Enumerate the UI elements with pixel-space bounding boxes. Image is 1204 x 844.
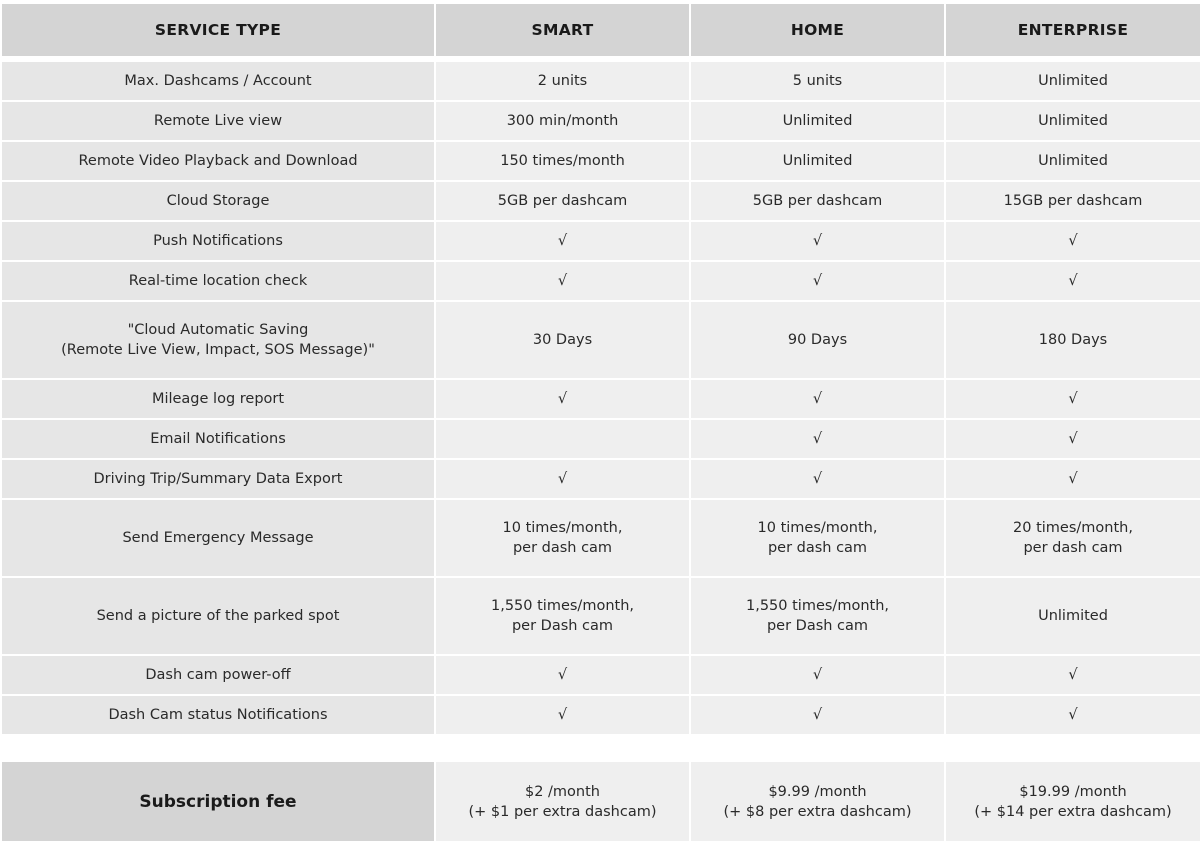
enterprise-cell — [946, 578, 1200, 654]
home-cell-text: 90 Days — [787, 332, 848, 348]
home-cell-text: Unlimited — [782, 153, 853, 169]
feature-cell — [2, 62, 434, 100]
enterprise-cell — [946, 222, 1200, 260]
home-cell-text: √ — [812, 273, 823, 289]
table-row — [2, 460, 1200, 498]
feature-cell — [2, 262, 434, 300]
smart-cell-text: 300 min/month — [506, 113, 619, 129]
smart-cell-text: √ — [557, 471, 568, 487]
smart-cell — [436, 460, 689, 498]
fee-smart-extra: (+ $1 per extra dashcam) — [468, 803, 657, 820]
smart-cell-text: 2 units — [537, 73, 588, 89]
smart-cell — [436, 262, 689, 300]
subscription-fee-table — [0, 760, 1202, 843]
home-cell — [691, 380, 944, 418]
feature-cell — [2, 102, 434, 140]
enterprise-cell-text: √ — [1068, 273, 1078, 289]
home-cell-text: √ — [812, 707, 823, 723]
fee-enterprise — [946, 762, 1200, 841]
enterprise-cell — [946, 102, 1200, 140]
enterprise-cell — [946, 182, 1200, 220]
smart-cell-text: 10 times/month, — [502, 520, 623, 536]
feature-cell-text: Push Notifications — [153, 233, 283, 249]
table-row — [2, 302, 1200, 378]
smart-cell-text: √ — [557, 707, 568, 723]
smart-cell — [436, 182, 689, 220]
table-row — [2, 420, 1200, 458]
feature-cell-text: Email Notifications — [150, 431, 286, 447]
enterprise-cell-text: √ — [1068, 667, 1078, 683]
home-cell — [691, 460, 944, 498]
enterprise-cell — [946, 302, 1200, 378]
smart-cell — [436, 142, 689, 180]
enterprise-cell-text: √ — [1068, 471, 1078, 487]
smart-cell-text: √ — [557, 233, 568, 249]
enterprise-cell-text: √ — [1068, 707, 1078, 723]
smart-cell — [436, 222, 689, 260]
enterprise-cell — [946, 696, 1200, 734]
enterprise-cell-text: Unlimited — [1038, 73, 1108, 89]
smart-cell — [436, 302, 689, 378]
feature-cell — [2, 420, 434, 458]
table-header — [0, 2, 1202, 58]
home-cell-text: Unlimited — [782, 113, 853, 129]
home-cell — [691, 656, 944, 694]
fee-home-extra: (+ $8 per extra dashcam) — [723, 803, 912, 820]
table-row — [2, 380, 1200, 418]
feature-cell-text: Max. Dashcams / Account — [124, 73, 312, 89]
feature-cell — [2, 302, 434, 378]
table-row — [2, 656, 1200, 694]
table-row — [2, 578, 1200, 654]
enterprise-cell — [946, 62, 1200, 100]
home-cell-text: √ — [812, 431, 823, 447]
table-row — [2, 142, 1200, 180]
smart-cell-text: per Dash cam — [511, 618, 614, 634]
enterprise-cell-text: Unlimited — [1038, 153, 1108, 169]
table-row — [2, 262, 1200, 300]
smart-cell — [436, 578, 689, 654]
smart-cell-text: √ — [557, 391, 568, 407]
feature-cell — [2, 460, 434, 498]
table-row — [2, 62, 1200, 100]
home-cell — [691, 420, 944, 458]
smart-cell — [436, 380, 689, 418]
feature-cell-text: Remote Video Playback and Download — [78, 153, 358, 169]
table-row — [2, 102, 1200, 140]
enterprise-cell — [946, 500, 1200, 576]
enterprise-cell-text: √ — [1068, 431, 1078, 447]
home-cell — [691, 578, 944, 654]
smart-cell-text: per dash cam — [512, 540, 613, 556]
enterprise-cell-text: per dash cam — [1023, 540, 1123, 556]
home-cell — [691, 500, 944, 576]
fee-label: Subscription fee — [2, 762, 434, 841]
enterprise-cell-text: Unlimited — [1038, 608, 1108, 624]
fee-row — [2, 762, 1200, 841]
table-row — [2, 222, 1200, 260]
feature-cell-text: Cloud Storage — [166, 193, 270, 209]
smart-cell-text: √ — [557, 667, 568, 683]
home-cell-text: 10 times/month, — [757, 520, 878, 536]
feature-cell-text: Dash Cam status Notifications — [108, 707, 328, 723]
table-row — [2, 500, 1200, 576]
enterprise-cell — [946, 420, 1200, 458]
fee-enterprise-price: $19.99 /month — [1019, 783, 1127, 800]
home-cell — [691, 696, 944, 734]
home-cell — [691, 102, 944, 140]
table-row — [2, 182, 1200, 220]
home-cell — [691, 182, 944, 220]
smart-cell-text: 30 Days — [532, 332, 593, 348]
feature-cell-text: Real-time location check — [128, 273, 308, 289]
enterprise-cell-text: 180 Days — [1038, 332, 1108, 348]
feature-cell — [2, 222, 434, 260]
enterprise-cell-text: √ — [1068, 391, 1078, 407]
enterprise-cell-text: 20 times/month, — [1013, 520, 1133, 536]
fee-home — [691, 762, 944, 841]
enterprise-cell-text: Unlimited — [1038, 113, 1108, 129]
smart-cell-text: 150 times/month — [500, 153, 625, 169]
fee-home-price: $9.99 /month — [768, 783, 867, 800]
feature-cell-text: "Cloud Automatic Saving — [127, 322, 309, 338]
enterprise-cell — [946, 142, 1200, 180]
fee-enterprise-extra: (+ $14 per extra dashcam) — [974, 803, 1172, 820]
feature-cell-text: Remote Live view — [153, 113, 283, 129]
header-service-type: SERVICE TYPE — [2, 4, 434, 56]
enterprise-cell-text: 15GB per dashcam — [1003, 193, 1143, 209]
feature-cell — [2, 578, 434, 654]
fee-smart — [436, 762, 689, 841]
feature-cell — [2, 696, 434, 734]
feature-cell — [2, 500, 434, 576]
home-cell-text: √ — [812, 233, 823, 249]
enterprise-cell — [946, 656, 1200, 694]
feature-cell-text: Mileage log report — [151, 391, 285, 407]
feature-cell — [2, 380, 434, 418]
home-cell-text: √ — [812, 391, 823, 407]
home-cell — [691, 262, 944, 300]
home-cell-text: 1,550 times/month, — [746, 598, 889, 614]
header-row — [2, 4, 1200, 56]
enterprise-cell — [946, 262, 1200, 300]
smart-cell — [436, 62, 689, 100]
header-enterprise: ENTERPRISE — [946, 4, 1200, 56]
smart-cell — [436, 696, 689, 734]
smart-cell — [436, 420, 689, 458]
home-cell-text: √ — [812, 667, 823, 683]
home-cell — [691, 302, 944, 378]
home-cell — [691, 222, 944, 260]
home-cell-text: √ — [812, 471, 823, 487]
smart-cell — [436, 500, 689, 576]
smart-cell — [436, 656, 689, 694]
enterprise-cell-text: √ — [1068, 233, 1078, 249]
home-cell — [691, 142, 944, 180]
feature-table — [0, 60, 1202, 736]
feature-cell-text: Send Emergency Message — [122, 530, 314, 546]
smart-cell-text: 1,550 times/month, — [491, 598, 634, 614]
home-cell-text: 5GB per dashcam — [752, 193, 883, 209]
enterprise-cell — [946, 460, 1200, 498]
fee-smart-price: $2 /month — [524, 783, 600, 800]
feature-cell — [2, 142, 434, 180]
smart-cell — [436, 102, 689, 140]
home-cell-text: per Dash cam — [766, 618, 869, 634]
smart-cell-text: √ — [557, 273, 568, 289]
home-cell-text: per dash cam — [767, 540, 868, 556]
home-cell — [691, 62, 944, 100]
feature-cell-text: Send a picture of the parked spot — [96, 608, 340, 624]
smart-cell-text: 5GB per dashcam — [497, 193, 628, 209]
feature-cell-text: Dash cam power-off — [145, 667, 291, 683]
header-smart: SMART — [436, 4, 689, 56]
feature-cell — [2, 182, 434, 220]
feature-cell-text: Driving Trip/Summary Data Export — [93, 471, 343, 487]
feature-cell-text: (Remote Live View, Impact, SOS Message)" — [61, 342, 375, 358]
home-cell-text: 5 units — [792, 73, 843, 89]
table-row — [2, 696, 1200, 734]
enterprise-cell — [946, 380, 1200, 418]
header-home: HOME — [691, 4, 944, 56]
feature-cell — [2, 656, 434, 694]
